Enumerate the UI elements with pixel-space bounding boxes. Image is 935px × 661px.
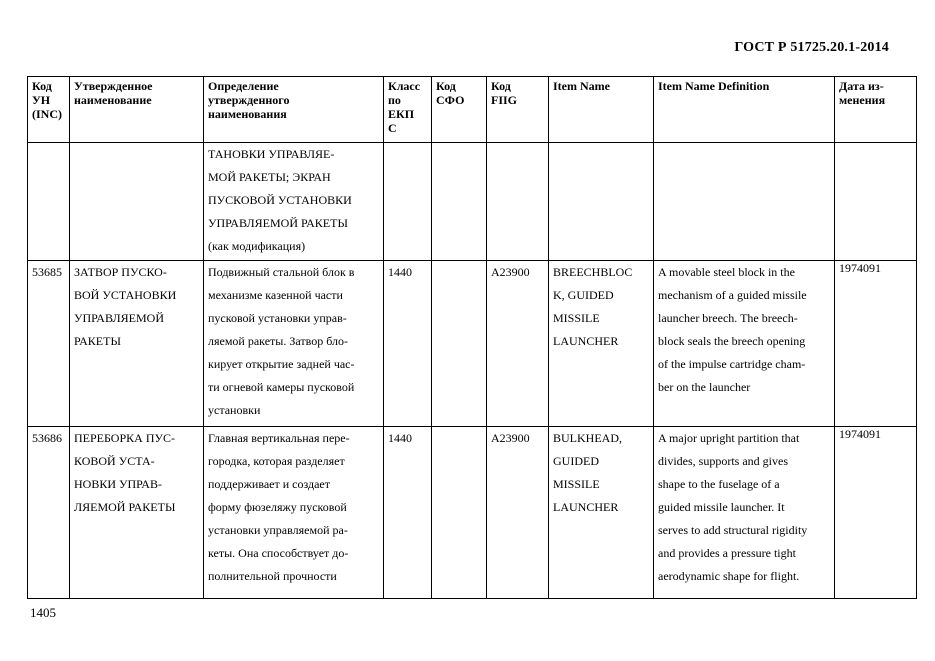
col-definition: Определение утвержденного наименования — [204, 77, 384, 143]
text-line: КОВОЙ УСТА- — [74, 454, 155, 468]
text-line: LAUNCHER — [553, 334, 619, 348]
text-line: A major upright partition that — [658, 431, 800, 445]
row-item-name — [549, 427, 654, 599]
text-line: block seals the breech opening — [658, 334, 806, 348]
row-sfo — [432, 427, 487, 599]
row-item-definition — [654, 427, 835, 599]
text-line: LAUNCHER — [553, 500, 619, 514]
text-line: BULKHEAD, — [553, 431, 622, 445]
text-line: кеты. Она способствует до- — [208, 546, 349, 560]
text-line: пусковой установки управ- — [208, 311, 347, 325]
text-line: K, GUIDED — [553, 288, 614, 302]
standard-number: ГОСТ Р 51725.20.1-2014 — [734, 40, 889, 55]
row-item-definition — [654, 143, 835, 261]
row-inc: 53685 — [28, 261, 70, 427]
text-line: НОВКИ УПРАВ- — [74, 477, 162, 491]
text-line: ТАНОВКИ УПРАВЛЯЕ- — [208, 147, 335, 161]
row-class: 1440 — [384, 427, 432, 599]
text-line: GUIDED — [553, 454, 599, 468]
row-inc: 53686 — [28, 427, 70, 599]
text-line: ПЕРЕБОРКА ПУС- — [74, 431, 175, 445]
text-line: ПУСКОВОЙ УСТАНОВКИ — [208, 193, 352, 207]
row-approved-name — [70, 427, 204, 599]
text-line: ber on the launcher — [658, 380, 751, 394]
text-line: (как модификация) — [208, 239, 306, 253]
text-line: divides, supports and gives — [658, 454, 788, 468]
row-sfo — [432, 143, 487, 261]
row-definition — [204, 427, 384, 599]
text-line: BREECHBLOC — [553, 265, 633, 279]
row-sfo — [432, 261, 487, 427]
text-line: guided missile launcher. It — [658, 500, 785, 514]
text-line: ЗАТВОР ПУСКО- — [74, 265, 167, 279]
text-line: mechanism of a guided missile — [658, 288, 807, 302]
text-line: РАКЕТЫ — [74, 334, 121, 348]
col-approved-name: Утвержденное наименование — [70, 77, 204, 143]
row-change-date: 1974091 — [835, 427, 917, 599]
text-line: установки — [208, 403, 261, 417]
text-line: поддерживает и создает — [208, 477, 331, 491]
row-item-name — [549, 261, 654, 427]
col-class: Класс по ЕКП С — [384, 77, 432, 143]
text-line: УПРАВЛЯЕМОЙ — [74, 311, 164, 325]
text-line: городка, которая разделяет — [208, 454, 345, 468]
row-definition — [204, 143, 384, 261]
text-line: aerodynamic shape for flight. — [658, 569, 800, 583]
row-approved-name — [70, 143, 204, 261]
row-fiig: A23900 — [487, 261, 549, 427]
text-line: and provides a pressure tight — [658, 546, 796, 560]
text-line: MISSILE — [553, 477, 600, 491]
col-sfo: Код СФО — [432, 77, 487, 143]
text-line: ти огневой камеры пусковой — [208, 380, 355, 394]
text-line: полнительной прочности — [208, 569, 337, 583]
row-class: 1440 — [384, 261, 432, 427]
row-definition — [204, 261, 384, 427]
text-line: форму фюзеляжу пусковой — [208, 500, 347, 514]
row-fiig: A23900 — [487, 427, 549, 599]
text-line: ляемой ракеты. Затвор бло- — [208, 334, 348, 348]
table-row — [28, 261, 917, 427]
col-fiig: Код FIIG — [487, 77, 549, 143]
text-line: serves to add structural rigidity — [658, 523, 808, 537]
col-inc: Код УН (INC) — [28, 77, 70, 143]
text-line: МОЙ РАКЕТЫ; ЭКРАН — [208, 170, 331, 184]
text-line: Подвижный стальной блок в — [208, 265, 355, 279]
row-approved-name — [70, 261, 204, 427]
row-item-name — [549, 143, 654, 261]
text-line: launcher breech. The breech- — [658, 311, 798, 325]
header-row — [28, 77, 917, 143]
page-number: 1405 — [30, 605, 56, 620]
text-line: of the impulse cartridge cham- — [658, 357, 806, 371]
col-item-name-definition: Item Name Definition — [654, 77, 835, 143]
text-line: MISSILE — [553, 311, 600, 325]
text-line: A movable steel block in the — [658, 265, 795, 279]
text-line: ВОЙ УСТАНОВКИ — [74, 288, 177, 302]
text-line: механизме казенной части — [208, 288, 343, 302]
table-row — [28, 143, 917, 261]
row-change-date — [835, 143, 917, 261]
table-row — [28, 427, 917, 599]
row-change-date: 1974091 — [835, 261, 917, 427]
text-line: УПРАВЛЯЕМОЙ РАКЕТЫ — [208, 216, 348, 230]
row-fiig — [487, 143, 549, 261]
text-line: Главная вертикальная пере- — [208, 431, 350, 445]
text-line: shape to the fuselage of a — [658, 477, 780, 491]
text-line: установки управляемой ра- — [208, 523, 348, 537]
text-line: кирует открытие задней час- — [208, 357, 355, 371]
row-class — [384, 143, 432, 261]
col-item-name: Item Name — [549, 77, 654, 143]
row-item-definition — [654, 261, 835, 427]
col-change-date: Дата из- менения — [835, 77, 917, 143]
catalog-table — [27, 76, 917, 599]
row-inc — [28, 143, 70, 261]
text-line: ЛЯЕМОЙ РАКЕТЫ — [74, 500, 176, 514]
